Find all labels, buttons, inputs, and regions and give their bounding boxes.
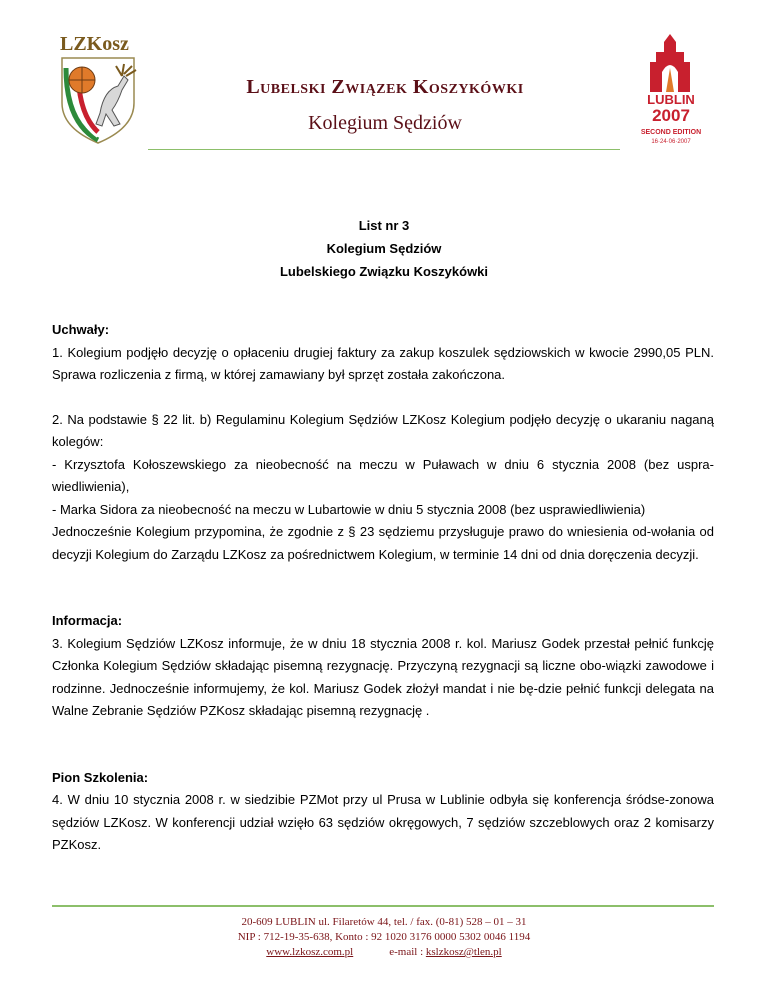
header-divider xyxy=(148,149,620,150)
paragraph-3: 3. Kolegium Sędziów LZKosz informuje, że w dniu 18 stycznia 2008 r. kol. Mariusz Godek przestał pełnić funkcję Członka Kolegium Sędziów składając pisemną rezygnację. Przyczyną rezygnacji są liczne obo-wiązki zawodowe i rodzinne. Jednocześnie informujemy, że kol. Mariusz Godek złożył mandat i nie bę-dzie pełnić funkcji delegata na Walne Zebranie Sędziów PZKosz składając pisemną rezygnację . xyxy=(52,635,714,718)
paragraph-2-note: Jednocześnie Kolegium przypomina, że zgodnie z § 23 sędziemu przysługuje prawo do wniesienia od-wołania od decyzji Kolegium do Zarządu LZKosz za pośrednictwem Kolegium, w terminie 14 dni od dnia doręczenia decyzji. xyxy=(52,524,714,562)
email-label: e-mail : xyxy=(389,946,424,958)
paragraph-1: 1. Kolegium podjęło decyzję o opłaceniu drugiej faktury za zakup koszulek sędziowskich w kwocie 2990,05 PLN. Sprawa rozliczenia z firmą, w której zamawiany był sprzęt została zakończona. xyxy=(52,344,714,382)
email-link[interactable]: kslzkosz@tlen.pl xyxy=(425,946,502,958)
letter-number: List nr 3 xyxy=(358,218,410,233)
org-subtitle: Kolegium Sędziów xyxy=(308,112,462,134)
footer xyxy=(0,915,768,960)
org-name: Lubelski Związek Koszykówki xyxy=(246,76,524,98)
paragraph-2-item-1: - Krzysztofa Kołoszewskiego za nieobecność na meczu w Puławach w dniu 6 stycznia 2008 (bez uspra-wiedliwienia), xyxy=(52,456,714,494)
footer-address: 20-609 LUBLIN ul. Filaretów 44, tel. / fax. (0-81) 528 – 01 – 31 xyxy=(241,916,527,928)
logo-right-year: 2007 xyxy=(652,106,690,125)
letter-org-name: Lubelskiego Związku Koszykówki xyxy=(279,264,489,279)
logo-right-city: LUBLIN xyxy=(647,92,695,107)
paragraph-4: 4. W dniu 10 stycznia 2008 r. w siedzibie PZMot przy ul Prusa w Lublinie odbyła się konferencja śródse-zonowa sędziów LZKosz. W konferencji udział wzięło 63 sędziów okręgowych, 7 sędziów szczeblowych oraz 2 komisarzy PZKosz. xyxy=(52,792,714,852)
logo-right-edition: SECOND EDITION xyxy=(640,129,702,136)
section-heading-uchwaly: Uchwały: xyxy=(52,322,110,337)
paragraph-2-item-2: - Marka Sidora za nieobecność na meczu w Lubartowie w dniu 5 stycznia 2008 (bez usprawiedliwienia) xyxy=(52,501,646,517)
footer-contact xyxy=(0,945,768,960)
footer-divider xyxy=(52,905,714,907)
website-link[interactable]: www.lzkosz.com.pl xyxy=(266,946,354,958)
letter-heading xyxy=(0,214,768,283)
letter-content xyxy=(52,319,714,857)
paragraph-2: 2. Na podstawie § 22 lit. b) Regulaminu Kolegium Sędziów LZKosz Kolegium podjęło decyzję o ukaraniu naganą kolegów: xyxy=(52,411,714,449)
lublin-2007-logo xyxy=(630,32,712,148)
logo-right-dates: 16·24·06·2007 xyxy=(651,139,691,145)
footer-ids: NIP : 712-19-35-638, Konto : 92 1020 3176 0000 5302 0046 1194 xyxy=(237,931,531,943)
logo-left-text: LZKosz xyxy=(60,33,129,55)
letter-body-name: Kolegium Sędziów xyxy=(326,241,442,256)
section-heading-szkolenia: Pion Szkolenia: xyxy=(52,769,149,785)
lzkosz-logo xyxy=(52,28,152,148)
section-heading-informacja: Informacja: xyxy=(52,613,123,628)
